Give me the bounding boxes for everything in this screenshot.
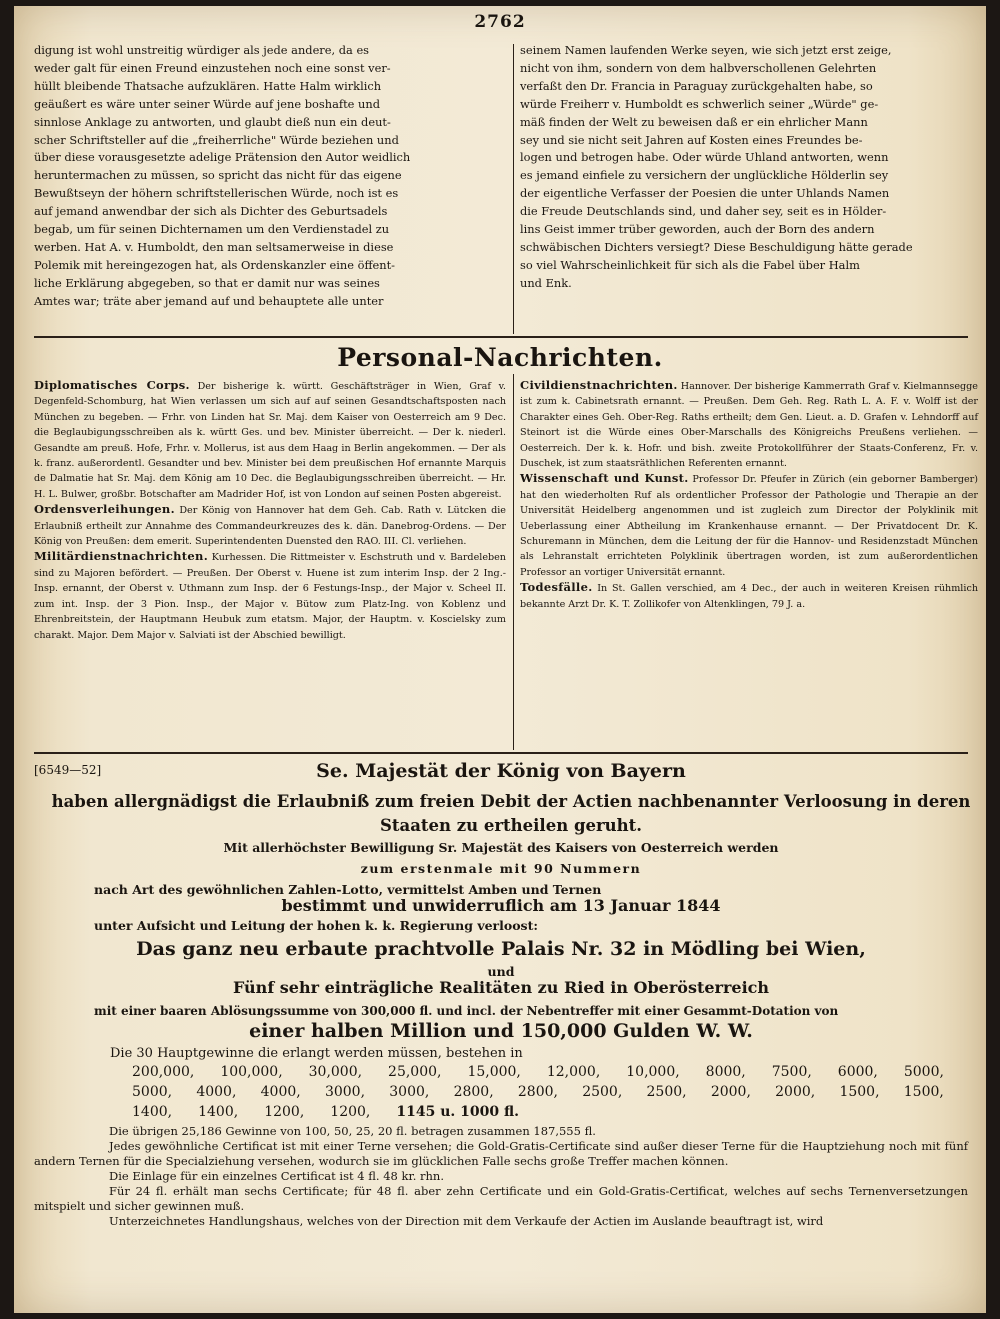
news-heading: Todesfälle. [520, 580, 593, 595]
prizes-row [104, 1062, 944, 1082]
news-heading: Ordensverleihungen. [34, 502, 175, 517]
ad-intro: haben allergnädigst die Erlaubniß zum freien Debit der Actien nachbenannter Verloosung in deren Staaten zu ertheilen geruht. [51, 792, 971, 835]
page-number: 2762 [474, 12, 526, 32]
article-line: liche Erklärung abgegeben, so that er damit nur was seines [34, 275, 380, 290]
prize-value: 5000, [132, 1084, 173, 1100]
news-text: Professor Dr. Pfeufer in Zürich (ein geborner Bamberger) hat den wiederholten Ruf als ordentlicher Professor der Pathologie und Therapie an der Universität Heidelberg angenommen und ist zugleich zum Director der Polyklinik mit Ueberlassung einer Abtheilung im Krankenhause ernannt. — Der Privatdocent Dr. K. Schuremann in München, dem die Leitung der für die Hannov- und Residenzstadt München als Lehranstalt errichteten Polyklinik übertragen worden, ist zum außerordentlichen Professor an vortiger Universität ernannt. [520, 474, 978, 578]
article-line: auf jemand anwendbar der sich als Dichter des Geburtsadels [34, 204, 388, 219]
prize-value: 2000, [710, 1084, 751, 1100]
article-line: der eigentliche Verfasser der Poesien die unter Uhlands Namen [520, 186, 890, 201]
news-text: Kurhessen. Die Rittmeister v. Eschstruth und v. Bardeleben sind zu Majoren befördert. — Preußen. Der Oberst v. Huene ist zum interim Insp. der 2 Ing.-Insp. ernannt, der Oberst v. Uthmann zum Insp. der 6 Festungs-Insp., der Major v. Scheel II. zum int. Insp. der 3 Pion. Insp., der Major v. Bütow zum Platz-Ing. von Koblenz und Ehrenbreitstein, der Hauptmann Heubuk zum etatsm. Major, der Hauptm. v. Koscielsky zum charakt. Major. Dem Major v. Salviati ist der Abschied bewilligt. [34, 552, 506, 641]
article-line: begab, um für seinen Dichternamen um den Verdienstadel zu [34, 222, 390, 237]
prize-value: 3000, [324, 1084, 366, 1100]
column-divider [513, 44, 514, 334]
section-divider [34, 336, 968, 338]
news-heading: Militärdienstnachrichten. [34, 549, 208, 564]
prize-value: 1500, [839, 1084, 880, 1100]
fine-print-line: Die Einlage für ein einzelnes Certificat ist 4 fl. 48 kr. rhn. [109, 1169, 444, 1183]
article-line: sey und sie nicht seit Jahren auf Kosten eines Freundes be- [520, 132, 863, 147]
prize-value: 30,000, [308, 1064, 363, 1080]
article-line: digung ist wohl unstreitig würdiger als jede andere, da es [34, 43, 370, 57]
news-left-column [34, 378, 506, 643]
article-line: mäß finden der Welt zu beweisen daß er ein ehrlicher Mann [520, 114, 868, 129]
news-item [520, 580, 978, 612]
prize-value: 6000, [837, 1064, 878, 1080]
article-line: verfaßt den Dr. Francia in Paraguay zurückgehalten habe, so [520, 78, 873, 93]
prize-value: 1500, [903, 1084, 944, 1100]
ad-realitaeten: Fünf sehr einträgliche Realitäten zu Ried in Oberösterreich [232, 978, 770, 997]
prize-value: 4000, [260, 1084, 301, 1100]
prize-value: 1400, [198, 1104, 239, 1120]
article-line: seinem Namen laufenden Werke seyen, wie sich jetzt erst zeige, [520, 43, 892, 57]
article-line: geäußert es wäre unter seiner Würde auf jene boshafte und [34, 96, 380, 111]
news-item [520, 378, 978, 471]
article-line: nicht von ihm, sondern von dem halbverschollenen Gelehrten [520, 60, 877, 75]
article-line: es jemand einfiele zu versichern der unglückliche Hölderlin sey [520, 168, 889, 183]
news-heading: Diplomatisches Corps. [34, 378, 190, 392]
section-divider [34, 752, 968, 754]
news-text: Der König von Hannover hat dem Geh. Cab. Rath v. Lütcken die Erlaubniß ertheilt zur Annahme des Commandeurkreuzes des k. dän. Danebrog-Ordens. — Der König von Preußen: dem emerit. Superintendenten Duensted den RAO. III. Cl. verliehen. [34, 505, 506, 548]
article-line: Polemik mit hereingezogen hat, als Ordenskanzler eine öffent- [34, 257, 396, 272]
newspaper-page [14, 6, 986, 1313]
article-line: werben. Hat A. v. Humboldt, den man seltsamerweise in diese [34, 239, 394, 254]
ad-draw-date: bestimmt und unwiderruflich am 13 Januar 1844 [281, 896, 721, 915]
fine-print-line: Für 24 fl. erhält man sechs Certificate; für 48 fl. aber zehn Certificate und ein Gold-Gratis-Certificat, welches auf sechs Ternenversetzungen mitspielt und sicher gewinnen muß. [34, 1184, 968, 1213]
article-line: scher Schriftsteller auf die „freiherrliche" Würde beziehen und [34, 132, 399, 147]
prize-value: 4000, [196, 1084, 237, 1100]
article-line: die Freude Deutschlands sind, und daher sey, seit es in Hölder- [520, 204, 887, 219]
prize-value: 1145 u. 1000 fl. [396, 1104, 520, 1120]
section-title: Personal-Nachrichten. [337, 343, 663, 372]
ad-total: einer halben Million und 150,000 Gulden W. W. [249, 1020, 753, 1042]
ad-line-numbers: zum erstenmale mit 90 Nummern [360, 861, 642, 876]
prize-value: 200,000, [132, 1064, 195, 1080]
prizes-row [104, 1082, 944, 1102]
fine-print-line: Jedes gewöhnliche Certificat ist mit einer Terne versehen; die Gold-Gratis-Certificate sind außer dieser Terne für die Hauptziehung noch mit fünf andern Ternen für die Specialziehung versehen, wodurch sie im glücklichen Falle sechs große Treffer machen können. [34, 1139, 968, 1168]
ad-reference-number: [6549—52] [34, 763, 102, 777]
news-item [34, 502, 506, 549]
column-divider [513, 374, 514, 750]
prizes-intro: Die 30 Hauptgewinne die erlangt werden müssen, bestehen in [110, 1046, 523, 1061]
ad-line-permission: Mit allerhöchster Bewilligung Sr. Majestät des Kaisers von Oesterreich werden [223, 840, 779, 855]
article-line: Amtes war; träte aber jemand auf und behauptete alle unter [34, 293, 384, 308]
article-line: und Enk. [520, 275, 572, 290]
prize-value: 1400, [132, 1104, 173, 1120]
prize-value: 2500, [582, 1084, 623, 1100]
prize-value: 2500, [646, 1084, 687, 1100]
news-item [34, 549, 506, 642]
prize-value: 15,000, [467, 1064, 521, 1080]
news-right-column [520, 378, 978, 612]
prize-value: 100,000, [220, 1064, 283, 1080]
article-line: hüllt bleibende Thatsache aufzuklären. Hatte Halm wirklich [34, 78, 382, 93]
ad-title: Se. Majestät der König von Bayern [316, 760, 686, 782]
ad-sum-line: mit einer baaren Ablösungssumme von 300,000 fl. und incl. der Nebentreffer mit einer Gesammt-Dotation von [94, 1004, 839, 1018]
article-right-column [520, 42, 978, 293]
fine-print-line: Die übrigen 25,186 Gewinne von 100, 50, 25, 20 fl. betragen zusammen 187,555 fl. [109, 1124, 596, 1138]
ad-line-supervision: unter Aufsicht und Leitung der hohen k. k. Regierung verloost: [94, 918, 538, 933]
prize-value: 3000, [389, 1084, 430, 1100]
prize-value: 10,000, [626, 1064, 680, 1080]
news-text: Der bisherige k. württ. Geschäftsträger in Wien, Graf v. Degenfeld-Schomburg, hat Wien verlassen um sich auf auf seinen Gesandtschaftsposten nach München zu begeben. — Frhr. von Linden hat Sr. Maj. dem Kaiser von Oesterreich am 9 Dec. die Beglaubigungsschreiben als k. württ Ges. und bev. Minister überreicht. — Der k. niederl. Gesandte am preuß. Hofe, Frhr. v. Mollerus, ist aus dem Haag in Berlin angekommen. — Der als k. franz. außerordentl. Gesandter und bev. Minister bei dem preußischen Hof ernannte Marquis de Dalmatie hat Sr. Maj. dem König am 10 Dec. die Beglaubigungsschreiben überreicht. — Hr. H. L. Bulwer, großbr. Botschafter am Madrider Hof, ist von London auf seinen Posten abgereist. [34, 381, 506, 500]
prize-value: 8000, [705, 1064, 746, 1080]
article-line: weder galt für einen Freund einzustehen noch eine sonst ver- [34, 60, 391, 75]
news-heading: Wissenschaft und Kunst. [520, 471, 689, 486]
prize-value: 7500, [771, 1064, 812, 1080]
prize-value: 2000, [775, 1084, 816, 1100]
prize-value: 5000, [903, 1064, 944, 1080]
news-item [34, 378, 506, 502]
ad-palais: Das ganz neu erbaute prachtvolle Palais Nr. 32 in Mödling bei Wien, [136, 938, 866, 960]
ad-line-lotto: nach Art des gewöhnlichen Zahlen-Lotto, vermittelst Amben und Ternen [94, 882, 602, 897]
article-line: schwäbischen Dichters versiegt? Diese Beschuldigung hätte gerade [520, 239, 913, 254]
article-line: logen und betrogen habe. Oder würde Uhland antworten, wenn [520, 150, 889, 165]
prize-value: 2800, [517, 1084, 558, 1100]
prize-value: 2800, [453, 1084, 494, 1100]
news-heading: Civildienstnachrichten. [520, 378, 678, 392]
news-item [520, 471, 978, 580]
article-line: sinnlose Anklage zu antworten, und glaubt dieß nun ein deut- [34, 114, 391, 129]
article-left-column [34, 42, 506, 311]
ad-and: und [487, 964, 515, 979]
prize-value: 1200, [264, 1104, 305, 1120]
news-text: Hannover. Der bisherige Kammerrath Graf v. Kielmannsegge ist zum k. Cabinetsrath ernannt. — Preußen. Dem Geh. Reg. Rath L. A. F. v. Wolff ist der Charakter eines Geh. Ober-Reg. Raths ertheilt; dem Gen. Lieut. a. D. Grafen v. Lehndorff auf Steinort ist die Würde eines Ober-Marschalls des Königreichs Preußens verliehen. — Oesterreich. Der k. k. Hofr. und bish. zweite Protokollführer der Staats-Conferenz, Fr. v. Duschek, ist zum staatsräthlichen Referenten ernannt. [520, 381, 978, 470]
prizes-row [104, 1102, 944, 1122]
ad-fine-print [34, 1124, 968, 1229]
article-line: würde Freiherr v. Humboldt es schwerlich seiner „Würde" ge- [520, 96, 879, 111]
article-line: so viel Wahrscheinlichkeit für sich als die Fabel über Halm [520, 257, 860, 272]
article-line: heruntermachen zu müssen, so spricht das nicht für das eigene [34, 168, 402, 183]
prize-value: 1200, [330, 1104, 371, 1120]
news-text: In St. Gallen verschied, am 4 Dec., der auch in weiteren Kreisen rühmlich bekannte Arzt Dr. K. T. Zollikofer von Altenklingen, 79 J. a. [520, 583, 978, 610]
fine-print-line: Unterzeichnetes Handlungshaus, welches von der Direction mit dem Verkaufe der Actien im Auslande beauftragt ist, wird [109, 1214, 824, 1228]
prize-value: 12,000, [546, 1064, 601, 1080]
prizes-grid [104, 1062, 944, 1122]
article-line: Bewußtseyn der höhern schriftstellerischen Würde, noch ist es [34, 186, 399, 201]
article-line: über diese vorausgesetzte adelige Prätension den Autor weidlich [34, 150, 411, 165]
prize-value: 25,000, [388, 1064, 442, 1080]
article-line: lins Geist immer trüber geworden, auch der Born des andern [520, 222, 875, 237]
